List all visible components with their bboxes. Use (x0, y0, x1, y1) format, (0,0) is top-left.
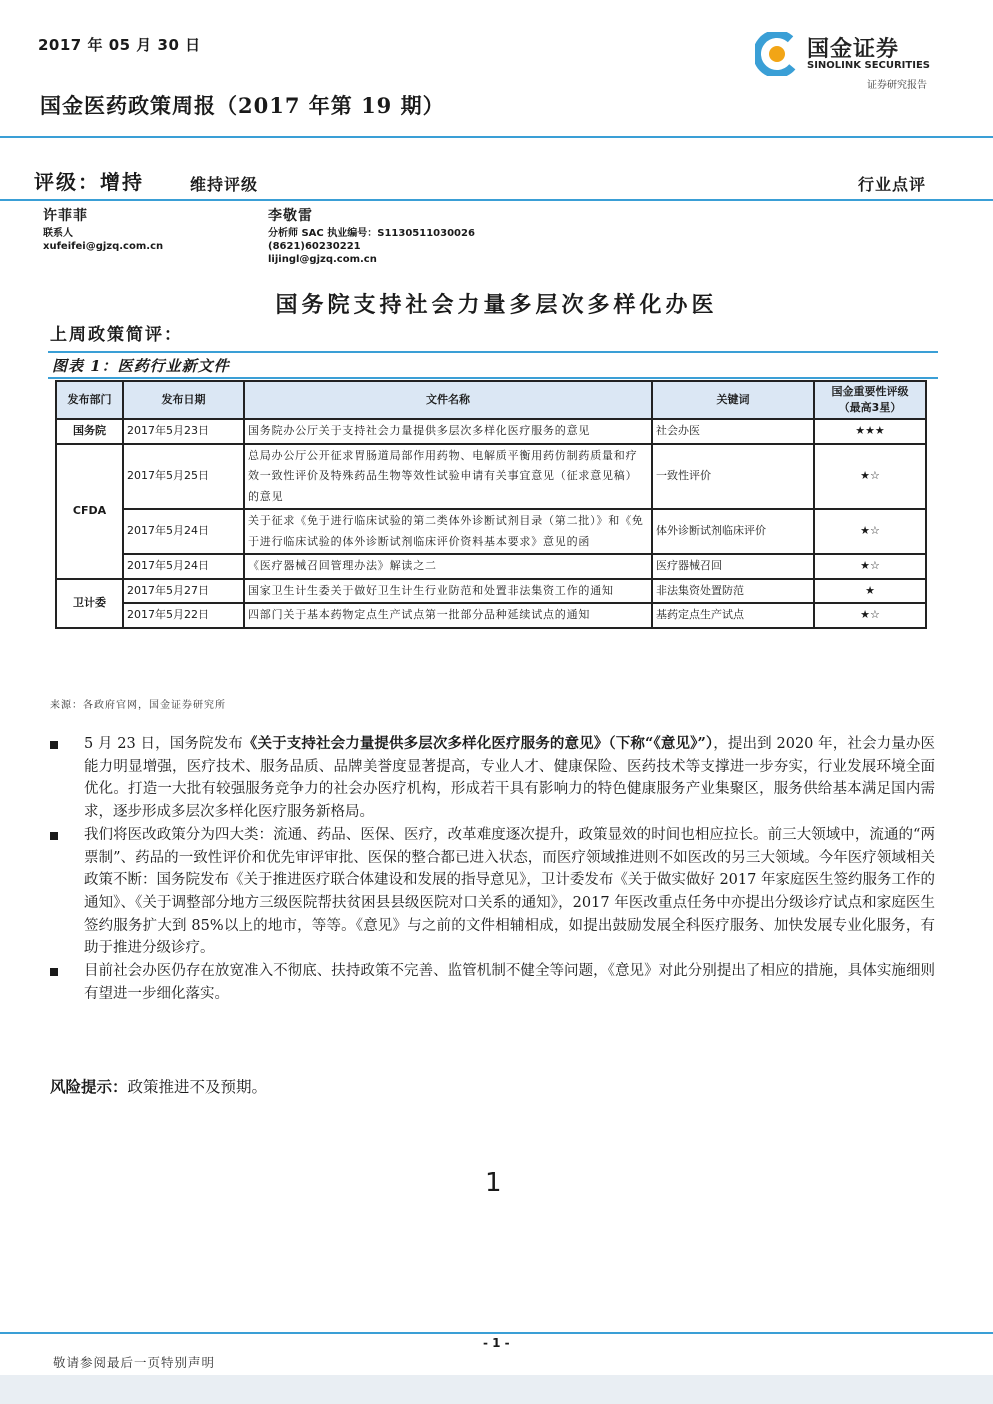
col-header-keyword: 关键词 (652, 381, 814, 419)
page-number-large: 1 (485, 1168, 502, 1198)
table-row (56, 509, 926, 554)
figure-source: 来源：各政府官网，国金证券研究所 (50, 700, 226, 711)
bullet-square-icon (50, 968, 58, 976)
cell-stars: ★☆ (814, 509, 926, 554)
bullet-square-icon (50, 741, 58, 749)
author-sac-id: 分析师 SAC 执业编号：S1130511030026 (268, 228, 475, 239)
sinolink-logo (755, 28, 945, 94)
cell-dept: CFDA (56, 444, 123, 579)
cell-keyword: 社会办医 (652, 419, 814, 444)
cell-title: 国务院办公厅关于支持社会力量提供多层次多样化医疗服务的意见 (244, 419, 652, 444)
logo-cn-text: 国金证券 (807, 37, 900, 62)
col-header-rating: 国金重要性评级 （最高3星） (814, 381, 926, 419)
cell-dept: 国务院 (56, 419, 123, 444)
cell-stars: ★★★ (814, 419, 926, 444)
table-header-row (56, 381, 926, 419)
col-header-title: 文件名称 (244, 381, 652, 419)
cell-keyword: 一致性评价 (652, 444, 814, 510)
author-name: 李敬雷 (268, 208, 313, 224)
footer-disclaimer: 敬请参阅最后一页特别声明 (53, 1355, 216, 1370)
table-row (56, 444, 926, 510)
cell-title: 《医疗器械召回管理办法》解读之二 (244, 554, 652, 579)
table-row (56, 579, 926, 604)
sinolink-logo-icon (755, 32, 799, 76)
report-type: 行业点评 (858, 175, 927, 194)
figure-top-rule (48, 351, 938, 353)
cell-date: 2017年5月22日 (123, 603, 244, 628)
header-divider (0, 136, 993, 138)
cell-stars: ★☆ (814, 554, 926, 579)
report-date: 2017 年 05 月 30 日 (38, 36, 201, 54)
risk-text: 政策推进不及预期。 (127, 1078, 268, 1096)
logo-en-text: SINOLINK SECURITIES (807, 60, 930, 71)
logo-subtitle: 证券研究报告 (867, 80, 927, 91)
bullet-list (50, 733, 935, 1005)
cell-keyword: 非法集资处置防范 (652, 579, 814, 604)
author-analyst (268, 210, 475, 266)
rating-label: 评级：增持 (34, 170, 144, 194)
table-row (56, 419, 926, 444)
list-item (50, 824, 935, 960)
policy-table (55, 380, 927, 629)
cell-title: 四部门关于基本药物定点生产试点第一批部分品种延续试点的通知 (244, 603, 652, 628)
list-item (50, 733, 935, 824)
cell-title: 关于征求《免于进行临床试验的第二类体外诊断试剂目录（第二批）》和《免于进行临床试验的体外诊断试剂临床评价资料基本要求》意见的函 (244, 509, 652, 554)
cell-date: 2017年5月27日 (123, 579, 244, 604)
figure-title: 图表 1：医药行业新文件 (52, 357, 230, 375)
bullet-text: 目前社会办医仍存在放宽准入不彻底、扶持政策不完善、监管机制不健全等问题，《意见》对此分别提出了相应的措施，具体实施细则有望进一步细化落实。 (84, 963, 935, 1002)
table-row (56, 554, 926, 579)
cell-date: 2017年5月24日 (123, 554, 244, 579)
bullet-square-icon (50, 832, 58, 840)
col-header-dept: 发布部门 (56, 381, 123, 419)
rating-maintain: 维持评级 (190, 175, 259, 194)
report-title: 国金医药政策周报（2017 年第 19 期） (40, 93, 445, 118)
cell-stars: ★☆ (814, 444, 926, 510)
footer-page-number: - 1 - (483, 1336, 510, 1350)
risk-label: 风险提示： (50, 1077, 128, 1096)
cell-keyword: 医疗器械召回 (652, 554, 814, 579)
footer-divider (0, 1332, 993, 1334)
section-title: 上周政策简评： (50, 325, 183, 345)
bullet-text: ，提出到 2020 年，社会力量办医能力明显增强，医疗技术、服务品质、品牌美誉度显著提高，专业人才、健康保险、医药技术等支撑进一步夯实，行业发展环境全面优化。打造一大批有较强服务竞争力的社会办医疗机构，形成若干具有影响力的特色健康服务产业集聚区，服务供给基本满足国内需求，逐步形成多层次多样化医疗服务新格局。 (84, 736, 935, 821)
table-row (56, 603, 926, 628)
cell-keyword: 基药定点生产试点 (652, 603, 814, 628)
bullet-prefix: 5 月 23 日，国务院发布 (84, 736, 243, 752)
cell-title: 总局办公厅公开征求胃肠道局部作用药物、电解质平衡用药仿制药质量和疗效一致性评价及特殊药品生物等效性试验申请有关事宜意见（征求意见稿）的意见 (244, 444, 652, 510)
figure-title-rule (48, 377, 938, 379)
cell-stars: ★ (814, 579, 926, 604)
cell-date: 2017年5月23日 (123, 419, 244, 444)
cell-title: 国家卫生计生委关于做好卫生计生行业防范和处置非法集资工作的通知 (244, 579, 652, 604)
author-email[interactable]: lijingl@gjzq.com.cn (268, 254, 377, 265)
bullet-emphasis: 《关于支持社会力量提供多层次多样化医疗服务的意见》（下称“《意见》”） (242, 735, 714, 752)
cell-date: 2017年5月24日 (123, 509, 244, 554)
article-headline: 国务院支持社会力量多层次多样化办医 (275, 292, 718, 318)
footer-band (0, 1375, 993, 1404)
author-phone: (8621)60230221 (268, 241, 361, 252)
cell-stars: ★☆ (814, 603, 926, 628)
bullet-text: 我们将医改政策分为四大类：流通、药品、医保、医疗，改革难度逐次提升，政策显效的时间也相应拉长。前三大领域中，流通的“两票制”、药品的一致性评价和优先审评审批、医保的整合都已进入状态，而医疗领域推进则不如医改的另三大领域。今年医疗领域相关政策不断：国务院发布《关于推进医疗联合体建设和发展的指导意见》，卫计委发布《关于做实做好 2017 年家庭医生签约服务工作的通知》、《关于调整部分地方三级医院帮扶贫困县县级医院对口关系的通知》，2017 年医改重点任务中亦提出分级诊疗试点和家庭医生签约服务扩大到 85%以上的地市，等等。《意见》与之前的文件相辅相成，如提出鼓励发展全科医疗服务、加快发展专业化服务，有助于推进分级诊疗。 (84, 826, 935, 957)
col-header-date: 发布日期 (123, 381, 244, 419)
author-name: 许菲菲 (43, 208, 88, 224)
author-role: 联系人 (43, 228, 73, 239)
list-item (50, 960, 935, 1005)
rating-divider (0, 199, 993, 201)
author-email[interactable]: xufeifei@gjzq.com.cn (43, 241, 164, 252)
cell-date: 2017年5月25日 (123, 444, 244, 510)
cell-dept: 卫计委 (56, 579, 123, 628)
risk-note (50, 1075, 267, 1097)
author-contact (43, 210, 163, 253)
cell-keyword: 体外诊断试剂临床评价 (652, 509, 814, 554)
